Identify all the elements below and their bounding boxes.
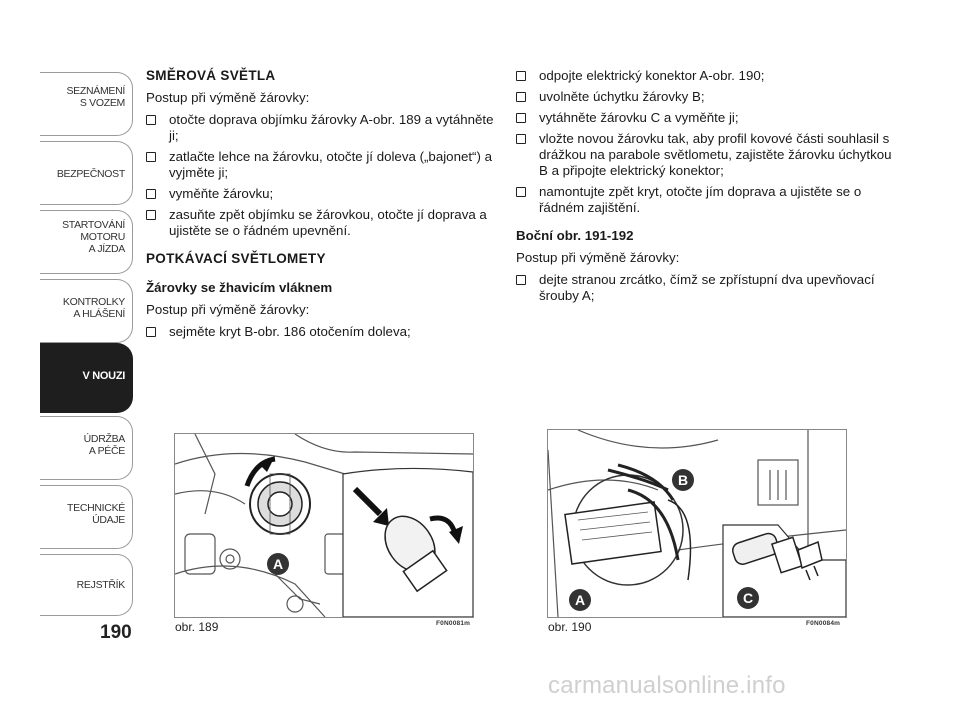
figure-code: F0N0081m: [436, 620, 471, 627]
checkbox-bullet-icon: [146, 152, 156, 162]
tab-bezpecnost[interactable]: [40, 141, 133, 205]
tab-startovani-motoru[interactable]: [40, 210, 133, 274]
tab-label: MOTORU: [80, 231, 125, 243]
figure-code: F0N0084m: [806, 620, 841, 627]
tab-label: KONTROLKY: [62, 296, 125, 308]
tab-label: A HLÁŠENÍ: [73, 308, 125, 320]
intro-text: Postup při výměně žárovky:: [146, 302, 310, 317]
watermark: carmanualsonline.info: [548, 672, 786, 699]
instruction-list: [516, 272, 896, 304]
tab-label: SEZNÁMENÍ: [66, 85, 125, 97]
checkbox-bullet-icon: [516, 113, 526, 123]
checkbox-bullet-icon: [516, 71, 526, 81]
tab-label: STARTOVÁNÍ: [62, 219, 125, 231]
checkbox-bullet-icon: [516, 275, 526, 285]
tab-label: S VOZEM: [79, 97, 125, 109]
tab-label: V NOUZI: [82, 370, 125, 382]
figure-189-turn-signal-bulb: [174, 433, 474, 618]
list-item: otočte doprava objímku žárovky A-obr. 189 a vytáhněte ji;: [146, 112, 496, 144]
figure-caption: obr. 190: [548, 620, 592, 634]
subsection-heading: Žárovky se žhavicím vláknem: [146, 280, 333, 295]
list-item: namontujte zpět kryt, otočte jím doprava a ujistěte se o řádném zajištění.: [516, 184, 896, 216]
checkbox-bullet-icon: [146, 115, 156, 125]
tab-seznameni-s-vozem[interactable]: [40, 72, 133, 136]
tab-v-nouzi[interactable]: [40, 343, 133, 413]
checkbox-bullet-icon: [516, 92, 526, 102]
tab-label: ÚDRŽBA: [83, 433, 125, 445]
list-item: sejměte kryt B-obr. 186 otočením doleva;: [146, 324, 496, 340]
checkbox-bullet-icon: [146, 210, 156, 220]
instruction-list: [146, 324, 496, 340]
headlamp-connector-illustration: [548, 430, 846, 617]
tab-label: REJSTŘÍK: [76, 579, 125, 591]
tab-udrzba-a-pece[interactable]: [40, 416, 133, 480]
tab-kontrolky-a-hlaseni[interactable]: [40, 279, 133, 343]
tab-label: A JÍZDA: [88, 243, 125, 255]
checkbox-bullet-icon: [516, 187, 526, 197]
figure-caption: obr. 189: [175, 620, 219, 634]
tab-label: A PÉČE: [88, 445, 125, 457]
intro-text: Postup při výměně žárovky:: [516, 250, 680, 265]
tab-rejstrik[interactable]: [40, 554, 133, 616]
figure-label-a: A: [574, 592, 586, 608]
list-item: dejte stranou zrcátko, čímž se zpřístupní dva upevňovací šrouby A;: [516, 272, 896, 304]
tab-label: TECHNICKÉ: [67, 502, 125, 514]
list-item: odpojte elektrický konektor A-obr. 190;: [516, 68, 896, 84]
tab-label: ÚDAJE: [92, 514, 125, 526]
page-number: 190: [100, 622, 132, 643]
section-heading: POTKÁVACÍ SVĚTLOMETY: [146, 251, 326, 266]
intro-text: Postup při výměně žárovky:: [146, 90, 310, 105]
figure-label-b: B: [677, 472, 689, 488]
list-item: uvolněte úchytku žárovky B;: [516, 89, 896, 105]
list-item: zasuňte zpět objímku se žárovkou, otočte jí doprava a ujistěte se o řádném upevnění.: [146, 207, 496, 239]
subsection-heading: Boční obr. 191-192: [516, 228, 634, 243]
list-item: zatlačte lehce na žárovku, otočte jí doleva („bajonet“) a vyjměte ji;: [146, 149, 496, 181]
list-item: vložte novou žárovku tak, aby profil kovové části souhlasil s drážkou na parabole světlometu, zajistěte žárovku úchytkou B a připojte elektrický konektor;: [516, 131, 896, 179]
list-item: vytáhněte žárovku C a vyměňte ji;: [516, 110, 896, 126]
tab-technicke-udaje[interactable]: [40, 485, 133, 549]
figure-label-a: A: [272, 556, 284, 572]
headlamp-rear-illustration: [175, 434, 473, 617]
text-column-right: [516, 68, 896, 309]
figure-label-c: C: [742, 590, 754, 606]
instruction-list: [146, 112, 496, 239]
instruction-list: [516, 68, 896, 216]
section-heading: SMĚROVÁ SVĚTLA: [146, 68, 276, 83]
text-column-left: [146, 68, 496, 345]
tab-label: BEZPEČNOST: [56, 168, 125, 180]
checkbox-bullet-icon: [516, 134, 526, 144]
checkbox-bullet-icon: [146, 189, 156, 199]
list-item: vyměňte žárovku;: [146, 186, 496, 202]
checkbox-bullet-icon: [146, 327, 156, 337]
figure-190-low-beam-bulb: [547, 429, 847, 618]
